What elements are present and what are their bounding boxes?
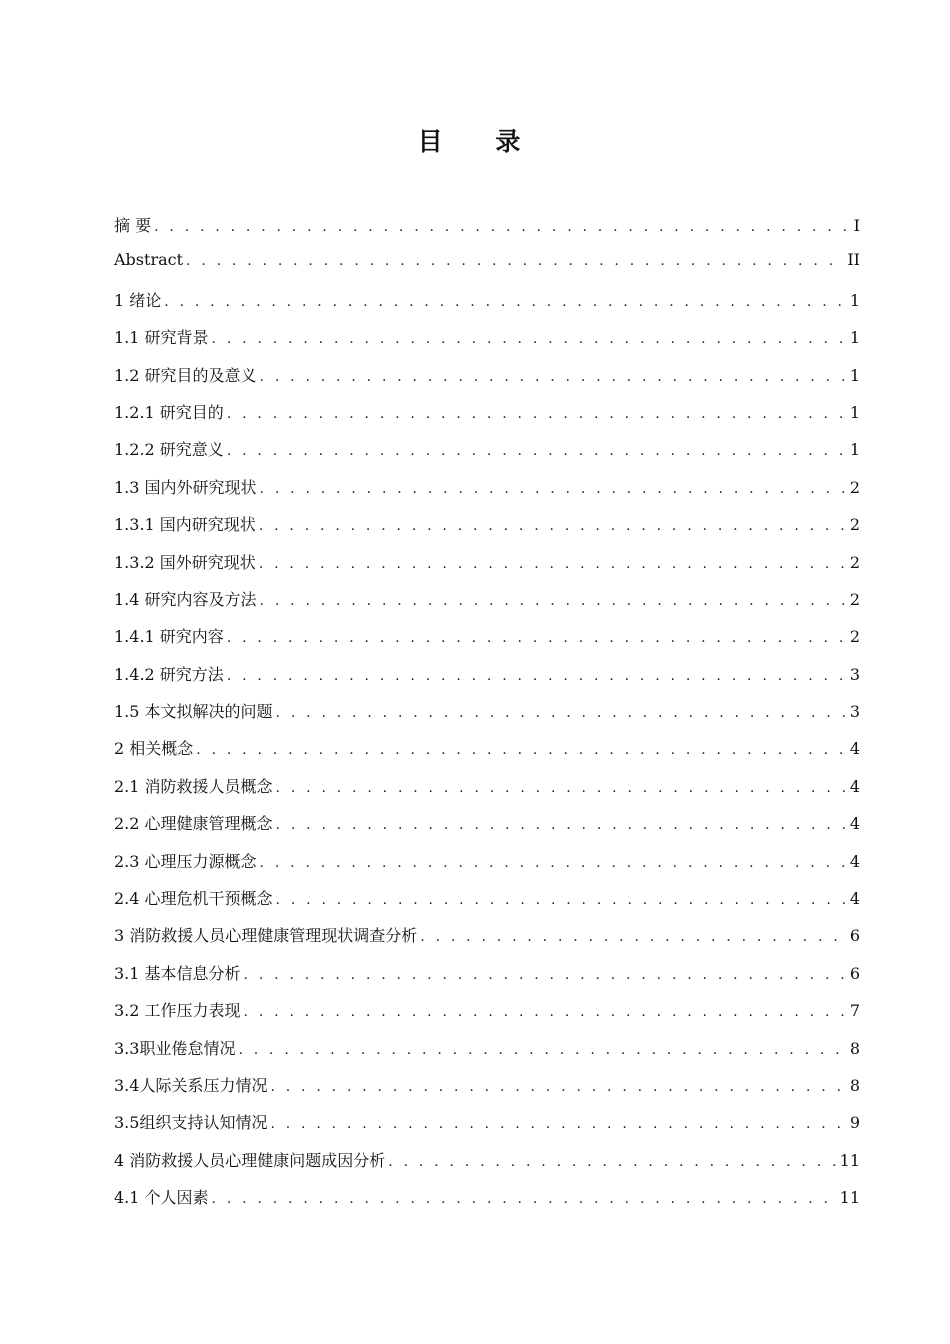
toc-entry-label: 2 相关概念 xyxy=(114,739,194,759)
toc-dot-leader xyxy=(227,406,846,422)
toc-entry[interactable] xyxy=(114,699,860,736)
toc-entry[interactable] xyxy=(114,250,860,287)
toc-entry[interactable] xyxy=(114,1073,860,1110)
toc-dot-leader xyxy=(260,855,846,871)
toc-dot-leader xyxy=(420,929,846,945)
toc-entry-label: 2.4 心理危机干预概念 xyxy=(114,889,273,909)
toc-entry-page-number: 11 xyxy=(839,1150,860,1170)
toc-dot-leader xyxy=(260,593,846,609)
toc-entry[interactable] xyxy=(114,886,860,923)
toc-entry[interactable] xyxy=(114,400,860,437)
toc-dot-leader xyxy=(164,294,846,310)
toc-entry-page-number: 1 xyxy=(849,365,860,385)
toc-entry-page-number: 6 xyxy=(849,926,860,946)
toc-entry-page-number: 1 xyxy=(849,402,860,422)
toc-entry-label: 3.3职业倦怠情况 xyxy=(114,1038,236,1058)
toc-entry-page-number: 2 xyxy=(849,589,860,609)
toc-entry-page-number: 4 xyxy=(849,851,860,871)
toc-entry-label: 1.1 研究背景 xyxy=(114,328,209,348)
toc-entry[interactable] xyxy=(114,1110,860,1147)
toc-entry[interactable] xyxy=(114,923,860,960)
toc-entry-label: 3.4人际关系压力情况 xyxy=(114,1075,268,1095)
toc-dot-leader xyxy=(388,1154,835,1170)
toc-dot-leader xyxy=(196,742,846,758)
toc-entry-page-number: II xyxy=(847,250,860,270)
toc-entry-label: 4.1 个人因素 xyxy=(114,1188,209,1208)
toc-entry-label: 1.4.2 研究方法 xyxy=(114,664,224,684)
toc-entry-page-number: 6 xyxy=(849,963,860,983)
toc-entry-label: 3 消防救援人员心理健康管理现状调查分析 xyxy=(114,926,418,946)
toc-entry-label: 摘 要 xyxy=(114,216,152,235)
toc-dot-leader xyxy=(259,518,846,534)
toc-entry-page-number: 2 xyxy=(849,627,860,647)
toc-dot-leader xyxy=(270,1116,845,1132)
toc-entry[interactable] xyxy=(114,624,860,661)
toc-entry[interactable] xyxy=(114,587,860,624)
toc-entry-page-number: 1 xyxy=(849,290,860,310)
toc-entry-page-number: 4 xyxy=(849,776,860,796)
toc-entry-page-number: 7 xyxy=(849,1001,860,1021)
toc-entry-page-number: 2 xyxy=(849,477,860,497)
toc-entry[interactable] xyxy=(114,288,860,325)
toc-entry-page-number: 2 xyxy=(849,552,860,572)
toc-dot-leader xyxy=(276,892,846,908)
toc-entry-page-number: 1 xyxy=(849,440,860,460)
toc-entry[interactable] xyxy=(114,998,860,1035)
toc-entry-page-number: 8 xyxy=(849,1038,860,1058)
toc-entry[interactable] xyxy=(114,475,860,512)
toc-dot-leader xyxy=(154,219,846,235)
toc-entry-label: 1.2.2 研究意义 xyxy=(114,440,224,460)
toc-entry-page-number: 2 xyxy=(849,515,860,535)
toc-dot-leader xyxy=(238,1042,845,1058)
toc-entry[interactable] xyxy=(114,961,860,998)
toc-entry-label: 1.3 国内外研究现状 xyxy=(114,477,257,497)
toc-dot-leader xyxy=(260,481,846,497)
toc-dot-leader xyxy=(259,556,846,572)
toc-entry-label: 1.5 本文拟解决的问题 xyxy=(114,702,273,722)
toc-entry-label: 3.2 工作压力表现 xyxy=(114,1001,241,1021)
toc-entry-label: 1.2.1 研究目的 xyxy=(114,402,224,422)
toc-entry-page-number: 9 xyxy=(849,1113,860,1133)
toc-dot-leader xyxy=(270,1079,845,1095)
toc-entry-label: 1.4.1 研究内容 xyxy=(114,627,224,647)
toc-entry[interactable] xyxy=(114,512,860,549)
toc-entry-page-number: 1 xyxy=(849,328,860,348)
toc-entry-label: 2.2 心理健康管理概念 xyxy=(114,814,273,834)
toc-entry-label: 2.3 心理压力源概念 xyxy=(114,851,257,871)
toc-entry-page-number: 11 xyxy=(839,1188,860,1208)
toc-dot-leader xyxy=(244,1004,846,1020)
toc-entry[interactable] xyxy=(114,849,860,886)
toc-entry-label: 1 绪论 xyxy=(114,290,162,310)
toc-dot-leader xyxy=(227,668,846,684)
toc-dot-leader xyxy=(244,967,846,983)
toc-entry-page-number: I xyxy=(853,216,860,235)
toc-entry[interactable] xyxy=(114,662,860,699)
toc-entry-label: 1.2 研究目的及意义 xyxy=(114,365,257,385)
toc-entry[interactable] xyxy=(114,325,860,362)
toc-dot-leader xyxy=(260,369,846,385)
toc-entry[interactable] xyxy=(114,774,860,811)
toc-entry-label: Abstract xyxy=(114,250,184,270)
toc-entry-page-number: 3 xyxy=(849,664,860,684)
toc-entry-label: 1.4 研究内容及方法 xyxy=(114,589,257,609)
toc-entry[interactable] xyxy=(114,437,860,474)
toc-dot-leader xyxy=(212,331,846,347)
toc-dot-leader xyxy=(276,705,846,721)
toc-entry-page-number: 3 xyxy=(849,702,860,722)
toc-entry[interactable] xyxy=(114,736,860,773)
toc-entry-page-number: 8 xyxy=(849,1075,860,1095)
toc-entry-page-number: 4 xyxy=(849,739,860,759)
toc-entry[interactable] xyxy=(114,1185,860,1222)
toc-entry[interactable] xyxy=(114,1148,860,1185)
toc-dot-leader xyxy=(186,253,843,269)
toc-entry-page-number: 4 xyxy=(849,814,860,834)
toc-entry[interactable] xyxy=(114,213,860,250)
page-title: 目 录 xyxy=(417,127,543,156)
toc-entry-label: 1.3.2 国外研究现状 xyxy=(114,552,256,572)
toc-entry-label: 3.1 基本信息分析 xyxy=(114,963,241,983)
toc-entry-label: 2.1 消防救援人员概念 xyxy=(114,776,273,796)
toc-dot-leader xyxy=(227,630,846,646)
toc-dot-leader xyxy=(276,780,846,796)
toc-dot-leader xyxy=(212,1191,836,1207)
toc-entry[interactable] xyxy=(114,550,860,587)
toc-entry-label: 3.5组织支持认知情况 xyxy=(114,1113,268,1133)
toc-dot-leader xyxy=(227,443,846,459)
toc-entry[interactable] xyxy=(114,363,860,400)
toc-entry-label: 1.3.1 国内研究现状 xyxy=(114,515,256,535)
toc-dot-leader xyxy=(276,817,846,833)
toc-entry-label: 4 消防救援人员心理健康问题成因分析 xyxy=(114,1150,386,1170)
toc-entry[interactable] xyxy=(114,811,860,848)
table-of-contents xyxy=(114,213,860,1223)
toc-entry-page-number: 4 xyxy=(849,889,860,909)
toc-entry[interactable] xyxy=(114,1036,860,1073)
